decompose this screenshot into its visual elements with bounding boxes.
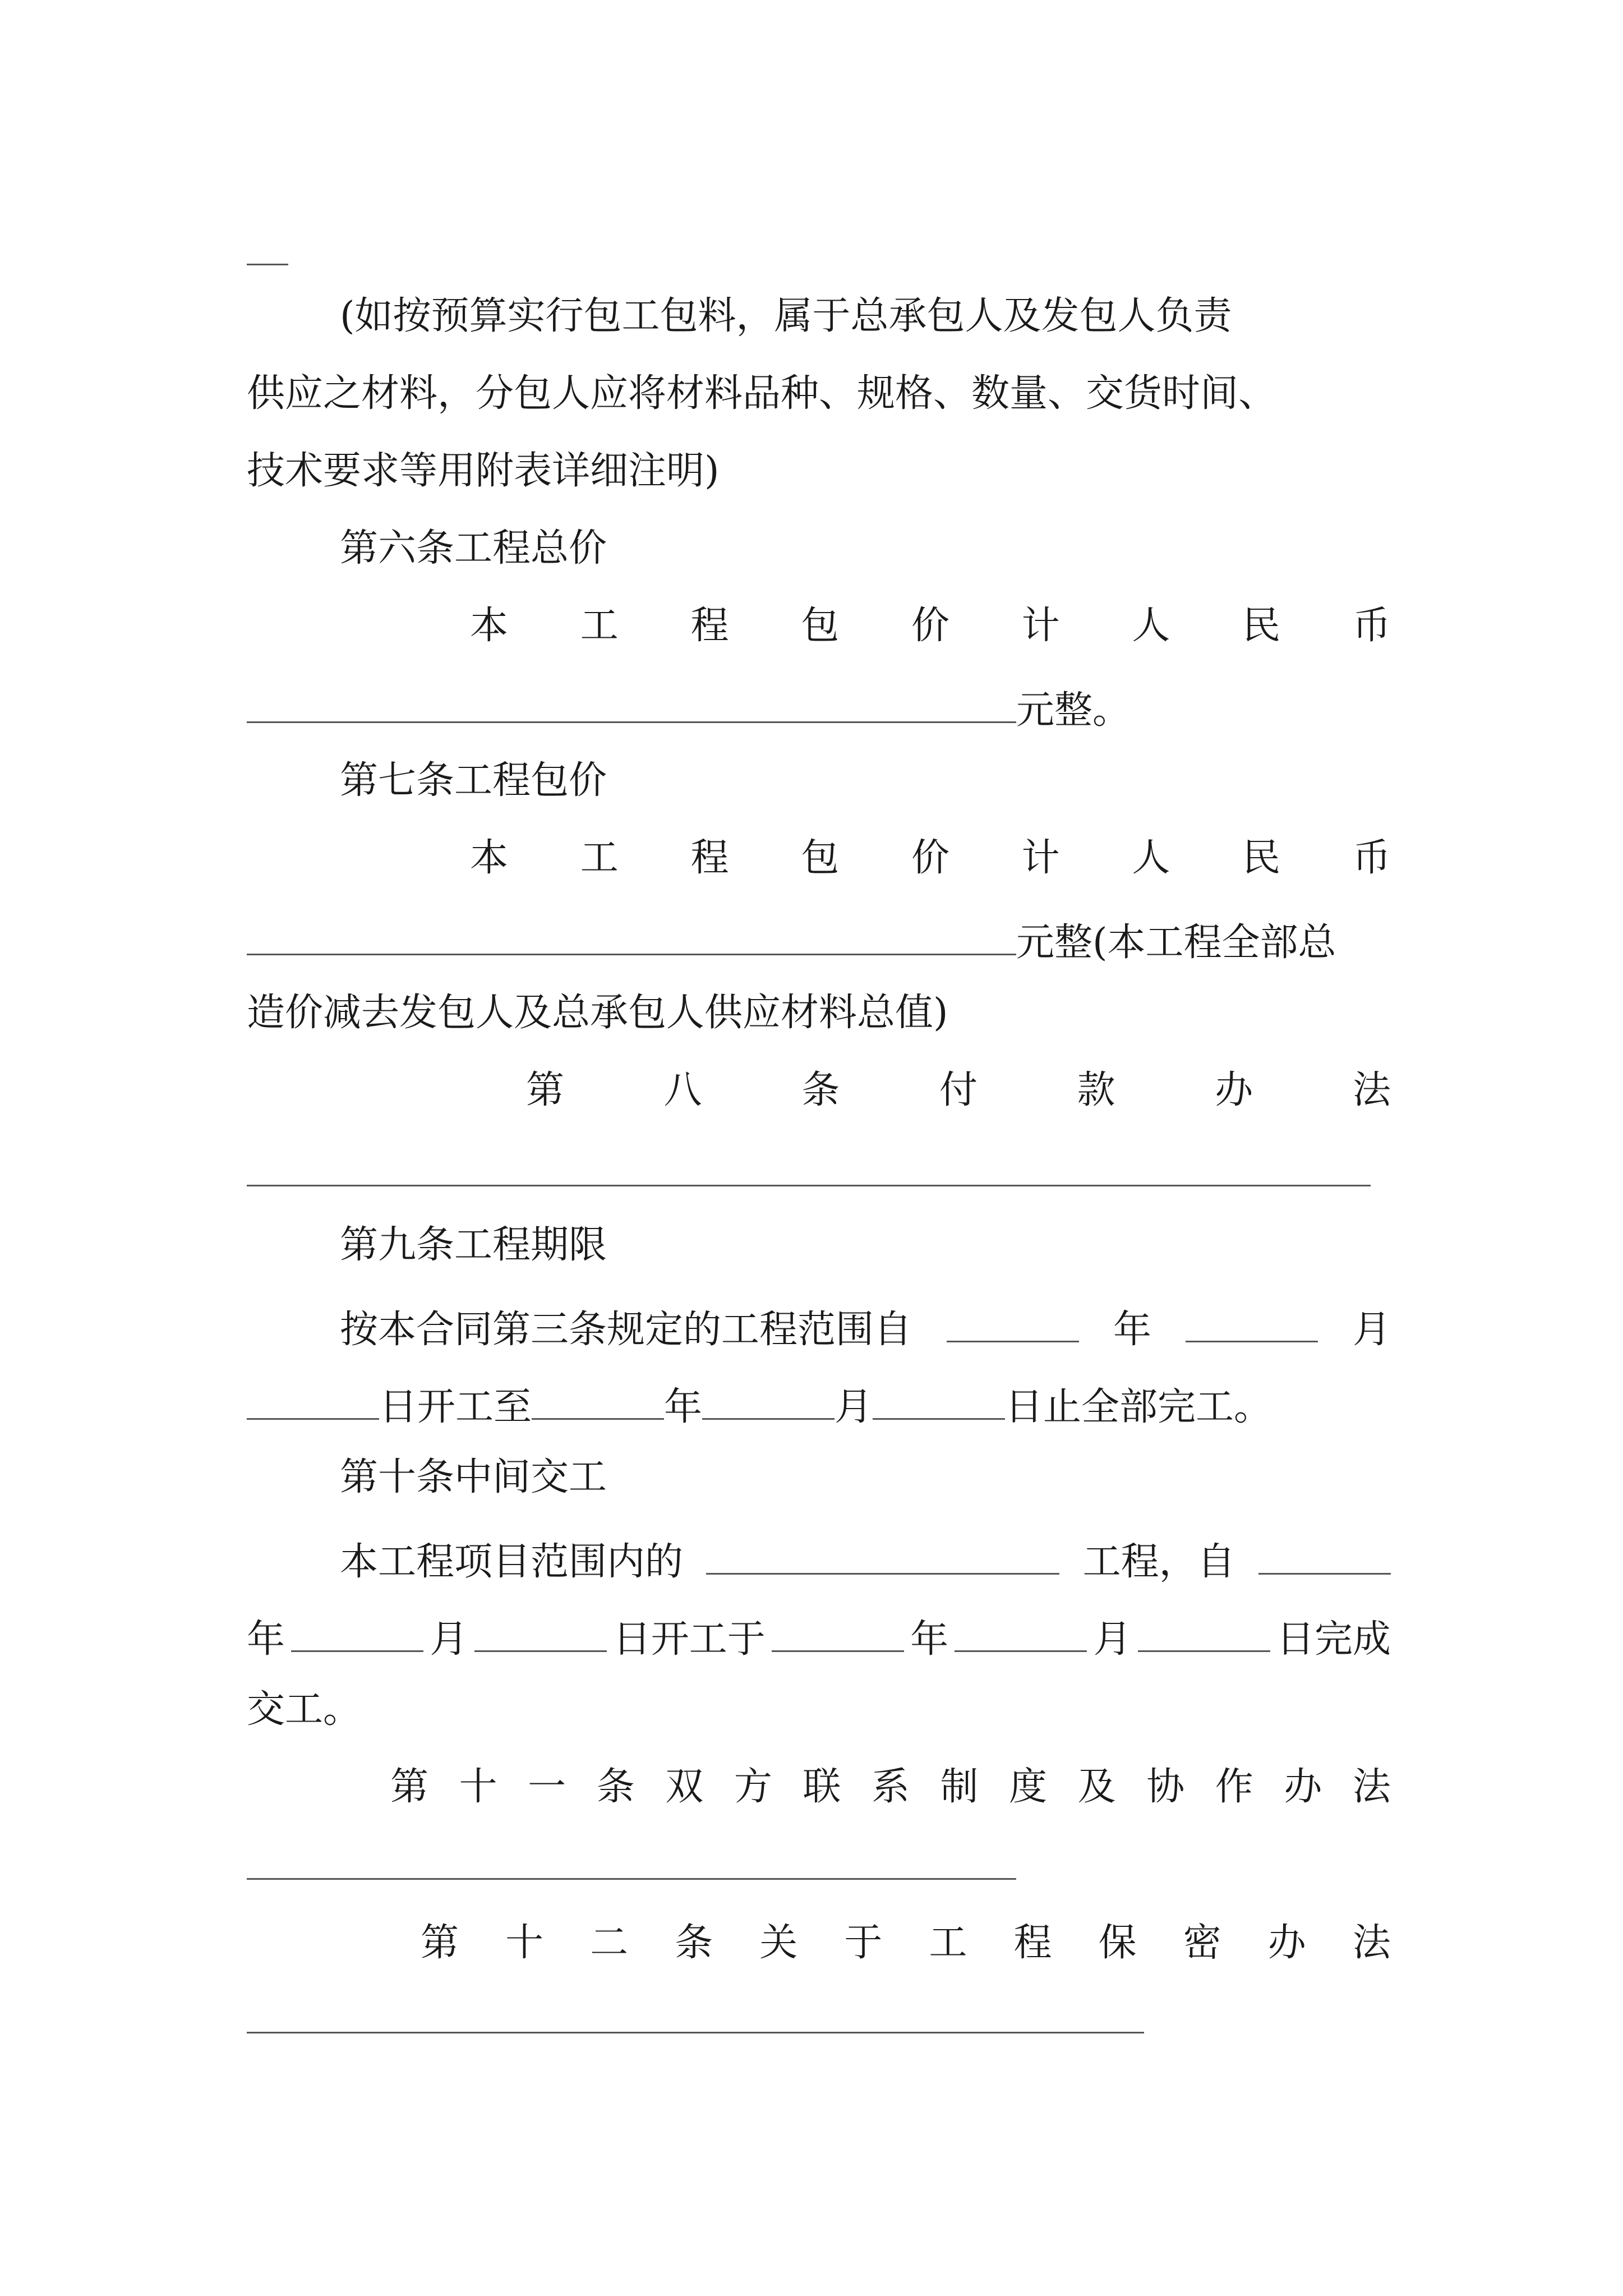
char: 计 — [1021, 604, 1060, 648]
day-blank — [1138, 1613, 1270, 1652]
char: 条 — [801, 1068, 840, 1112]
char: 民 — [1242, 604, 1281, 648]
paragraph-line-2: 供应之材料，分包人应将材料品种、规格、数量、交货时间、 — [247, 371, 1277, 416]
year-label: 年 — [247, 1617, 285, 1662]
char: 币 — [1352, 604, 1391, 648]
char: 系 — [871, 1765, 910, 1809]
char: 第 — [421, 1921, 459, 1965]
char: 条 — [675, 1921, 713, 1965]
article-7-title: 第七条工程包价 — [340, 758, 607, 803]
day-blank — [474, 1613, 607, 1652]
month-label: 月 — [1352, 1308, 1391, 1352]
year-label: 年 — [910, 1617, 949, 1662]
month-blank — [702, 1381, 834, 1420]
char: 于 — [844, 1921, 883, 1965]
char: 法 — [1352, 1765, 1391, 1809]
year-blank — [532, 1381, 664, 1420]
top-fill-line — [247, 264, 288, 265]
char: 及 — [1077, 1765, 1116, 1809]
amount-blank — [247, 917, 1016, 955]
char: 保 — [1098, 1921, 1137, 1965]
article-7-body — [470, 836, 1391, 880]
month-label: 月 — [430, 1617, 468, 1662]
char: 价 — [911, 836, 949, 880]
char: 八 — [663, 1068, 702, 1112]
article-6-amount-line — [247, 684, 1391, 733]
char: 币 — [1352, 836, 1391, 880]
start-label: 日开工于 — [612, 1617, 766, 1662]
article-6-suffix: 元整。 — [1016, 688, 1131, 733]
day-blank — [873, 1381, 1005, 1420]
article-6-title: 第六条工程总价 — [340, 526, 607, 570]
year-blank — [1258, 1536, 1391, 1575]
year-label: 年 — [664, 1385, 703, 1429]
article-9-title: 第九条工程期限 — [340, 1223, 607, 1267]
char: 价 — [911, 604, 949, 648]
char: 办 — [1267, 1921, 1306, 1965]
completion-label: 日完成 — [1276, 1617, 1391, 1662]
char: 度 — [1009, 1765, 1048, 1809]
char: 本 — [470, 604, 509, 648]
char: 工 — [929, 1921, 967, 1965]
char: 作 — [1215, 1765, 1253, 1809]
article-7-suffix: 元整(本工程全部总 — [1016, 921, 1336, 965]
char: 计 — [1021, 836, 1060, 880]
month-blank — [1186, 1304, 1318, 1342]
char: 款 — [1077, 1068, 1115, 1112]
char: 一 — [528, 1765, 566, 1809]
char: 办 — [1284, 1765, 1322, 1809]
char: 付 — [939, 1068, 978, 1112]
year-blank — [772, 1613, 904, 1652]
article-10-text: 本工程项目范围内的 — [340, 1540, 684, 1584]
article-10-line-1 — [340, 1536, 1391, 1584]
paragraph-line-3: 技术要求等用附表详细注明) — [247, 449, 720, 493]
char: 联 — [803, 1765, 841, 1809]
char: 程 — [1013, 1921, 1052, 1965]
char: 包 — [801, 836, 840, 880]
char: 协 — [1146, 1765, 1185, 1809]
char: 二 — [590, 1921, 629, 1965]
char: 制 — [940, 1765, 979, 1809]
char: 程 — [690, 836, 729, 880]
article-10-line-2 — [247, 1613, 1391, 1662]
char: 双 — [665, 1765, 704, 1809]
article-12-title — [421, 1921, 1391, 1965]
month-label: 月 — [1093, 1617, 1132, 1662]
char: 关 — [759, 1921, 798, 1965]
article-10-line-3: 交工。 — [247, 1687, 362, 1732]
char: 条 — [596, 1765, 635, 1809]
article-7-amount-line — [247, 917, 1391, 965]
year-blank — [947, 1304, 1079, 1342]
article-9-text: 按本合同第三条规定的工程范围自 — [340, 1308, 912, 1352]
char: 人 — [1132, 604, 1170, 648]
char: 办 — [1215, 1068, 1253, 1112]
char: 十 — [505, 1921, 544, 1965]
article-10-text-2: 工程，自 — [1082, 1540, 1235, 1584]
char: 工 — [580, 836, 619, 880]
month-label: 月 — [834, 1385, 873, 1429]
char: 第 — [526, 1068, 565, 1112]
article-10-title: 第十条中间交工 — [340, 1455, 607, 1499]
project-blank — [706, 1536, 1059, 1575]
amount-blank — [247, 684, 1016, 723]
char: 工 — [580, 604, 619, 648]
paragraph-line-1: (如按预算实行包工包料，属于总承包人及发包人负责 — [340, 294, 1232, 338]
char: 程 — [690, 604, 729, 648]
start-label: 日开工至 — [379, 1385, 532, 1429]
day-blank — [247, 1381, 379, 1420]
char: 法 — [1352, 1068, 1391, 1112]
char: 法 — [1352, 1921, 1391, 1965]
char: 十 — [459, 1765, 497, 1809]
article-9-line-1 — [340, 1304, 1391, 1352]
article-6-body — [470, 604, 1391, 648]
char: 第 — [390, 1765, 429, 1809]
article-8-title — [526, 1068, 1391, 1112]
month-blank — [291, 1613, 423, 1652]
article-12-fill-line — [247, 2032, 1144, 2033]
article-11-title — [390, 1765, 1391, 1809]
char: 本 — [470, 836, 509, 880]
article-11-fill-line — [247, 1878, 1016, 1880]
end-label: 日止全部完工。 — [1005, 1385, 1272, 1429]
char: 民 — [1242, 836, 1281, 880]
article-9-line-2 — [247, 1381, 1391, 1427]
year-label: 年 — [1113, 1308, 1151, 1352]
article-8-fill-line — [247, 1185, 1371, 1186]
char: 密 — [1183, 1921, 1221, 1965]
char: 人 — [1132, 836, 1170, 880]
month-blank — [955, 1613, 1087, 1652]
char: 方 — [734, 1765, 772, 1809]
article-7-continuation: 造价减去发包人及总承包人供应材料总值) — [247, 991, 948, 1035]
char: 包 — [801, 604, 840, 648]
